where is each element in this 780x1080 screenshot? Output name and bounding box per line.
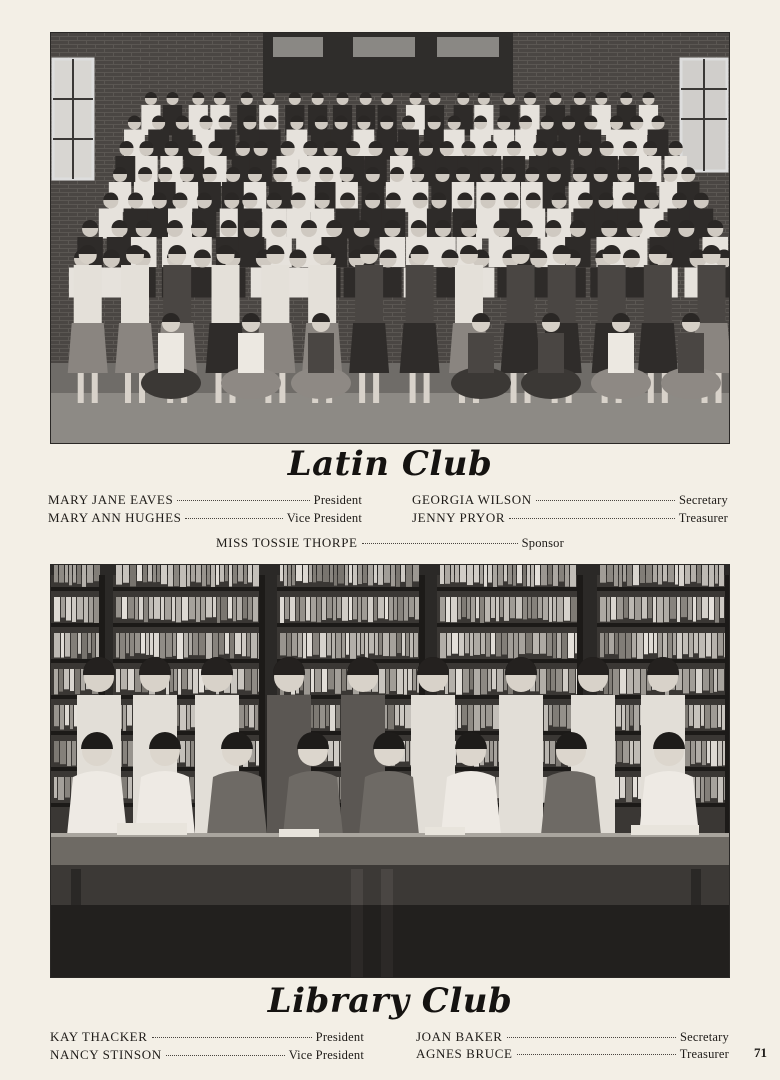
officer-name: JOAN BAKER [416, 1029, 503, 1044]
leader-dots [509, 518, 675, 519]
officer-role: Vice President [288, 1048, 364, 1062]
leader-dots [536, 500, 675, 501]
leader-dots [177, 500, 309, 501]
officer-role: Vice President [286, 511, 362, 525]
officer-role: Treasurer [678, 511, 728, 525]
officer-name: MARY ANN HUGHES [48, 510, 182, 525]
officer-role: Secretary [679, 493, 728, 507]
officer-name: AGNES BRUCE [416, 1046, 513, 1061]
latin-officer-secretary [412, 492, 728, 508]
latin-officer-president [48, 492, 362, 508]
officer-name: GEORGIA WILSON [412, 492, 532, 507]
latin-club-photo [50, 32, 730, 444]
officer-role: President [313, 493, 362, 507]
latin-club-photo-image [51, 33, 729, 443]
library-officer-treasurer [416, 1046, 729, 1062]
leader-dots [166, 1055, 285, 1056]
library-club-photo [50, 564, 730, 978]
sponsor-role: Sponsor [521, 536, 564, 550]
leader-dots [185, 518, 282, 519]
leader-dots [517, 1054, 676, 1055]
latin-club-title: Latin Club [287, 444, 493, 484]
officer-name: JENNY PRYOR [412, 510, 506, 525]
library-club-title: Library Club [267, 981, 513, 1021]
officer-role: President [315, 1030, 364, 1044]
leader-dots [507, 1037, 676, 1038]
officer-name: KAY THACKER [50, 1029, 148, 1044]
sponsor-name: MISS TOSSIE THORPE [216, 535, 358, 550]
officer-name: NANCY STINSON [50, 1047, 162, 1062]
library-officer-secretary [416, 1029, 729, 1045]
latin-officer-vice-president [48, 510, 362, 526]
officer-name: MARY JANE EAVES [48, 492, 174, 507]
leader-dots [362, 543, 518, 544]
page-number: 71 [754, 1045, 767, 1060]
latin-club-sponsor [216, 535, 564, 551]
library-club-photo-image [51, 565, 729, 977]
latin-officer-treasurer [412, 510, 728, 526]
officer-role: Secretary [680, 1030, 729, 1044]
library-officer-vice-president [50, 1047, 364, 1063]
officer-role: Treasurer [679, 1047, 729, 1061]
leader-dots [152, 1037, 312, 1038]
library-officer-president [50, 1029, 364, 1045]
